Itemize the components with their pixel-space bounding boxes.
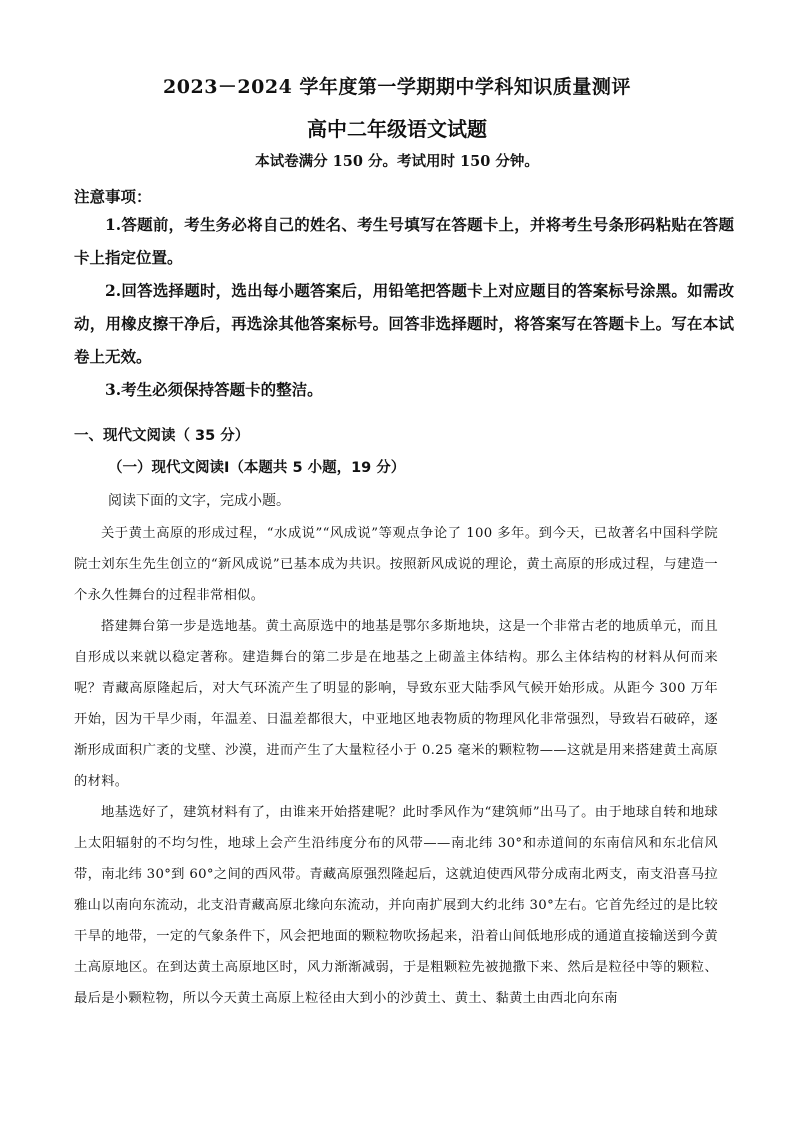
- reading-instruction: 阅读下面的文字，完成小题。: [108, 493, 290, 509]
- passage-paragraph: 关于黄土高原的形成过程，“水成说”“风成说”等观点争论了 100 多年。到今天，已故著名中国科学院院士刘东生先生创立的“新风成说”已基本成为共识。按照新风成说的理论，黄土高原的形成过程，与建造一个永久性舞台的过程非常相似。: [74, 526, 718, 603]
- notice-list: [74, 208, 734, 406]
- section-heading: 一、现代文阅读（ 35 分）: [74, 428, 250, 444]
- subsection-heading: （一）现代文阅读Ⅰ（本题共 5 小题，19 分）: [108, 460, 406, 476]
- exam-info: 本试卷满分 150 分。考试用时 150 分钟。: [255, 153, 539, 170]
- exam-subtitle: 高中二年级语文试题: [307, 117, 487, 141]
- notice-item: 2.回答选择题时，选出每小题答案后，用铅笔把答题卡上对应题目的答案标号涂黑。如需改动，用橡皮擦干净后，再选涂其他答案标号。回答非选择题时，将答案写在答题卡上。写在本试卷上无效。: [74, 281, 734, 366]
- notice-item: 3.考生必须保持答题卡的整洁。: [105, 380, 323, 399]
- notice-item: 1.答题前，考生务必将自己的姓名、考生号填写在答题卡上，并将考生号条形码粘贴在答题卡上指定位置。: [74, 215, 734, 267]
- exam-title: 2023－2024 学年度第一学期期中学科知识质量测评: [163, 76, 631, 98]
- passage-paragraph: 搭建舞台第一步是选地基。黄土高原选中的地基是鄂尔多斯地块，这是一个非常古老的地质单元，而且自形成以来就以稳定著称。建造舞台的第二步是在地基之上砌盖主体结构。那么主体结构的材料从何而来呢？青藏高原隆起后，对大气环流产生了明显的影响，导致东亚大陆季风气候开始形成。从距今 300 万年开始，因为干旱少雨，年温差、日温差都很大，中亚地区地表物质的物理风化非常强烈，导致岩石破碎，逐渐形成面积广袤的戈壁、沙漠，进而产生了大量粒径小于 0.25 毫米的颗粒物——这就是用来搭建黄土高原的材料。: [74, 619, 718, 789]
- passage-paragraph: 地基选好了，建筑材料有了，由谁来开始搭建呢？此时季风作为“建筑师”出马了。由于地球自转和地球上太阳辐射的不均匀性，地球上会产生沿纬度分布的风带——南北纬 30°和赤道间的东南信风和东北信风带，南北纬 30°到 60°之间的西风带。青藏高原强烈隆起后，这就迫使西风带分成南北两支，南支沿喜马拉雅山以南向东流动，北支沿青藏高原北缘向东流动，并向南扩展到大约北纬 30°左右。它首先经过的是比较干旱的地带，一定的气象条件下，风会把地面的颗粒物吹扬起来，沿着山间低地形成的通道直接输送到今黄土高原地区。在到达黄土高原地区时，风力渐渐减弱，于是粗颗粒先被抛撒下来、然后是粒径中等的颗粒、最后是小颗粒物，所以今天黄土高原上粒径由大到小的沙黄土、黄土、黏黄土由西北向东南: [74, 805, 718, 1006]
- notice-heading: 注意事项：: [74, 187, 152, 206]
- reading-passage: [74, 518, 718, 1014]
